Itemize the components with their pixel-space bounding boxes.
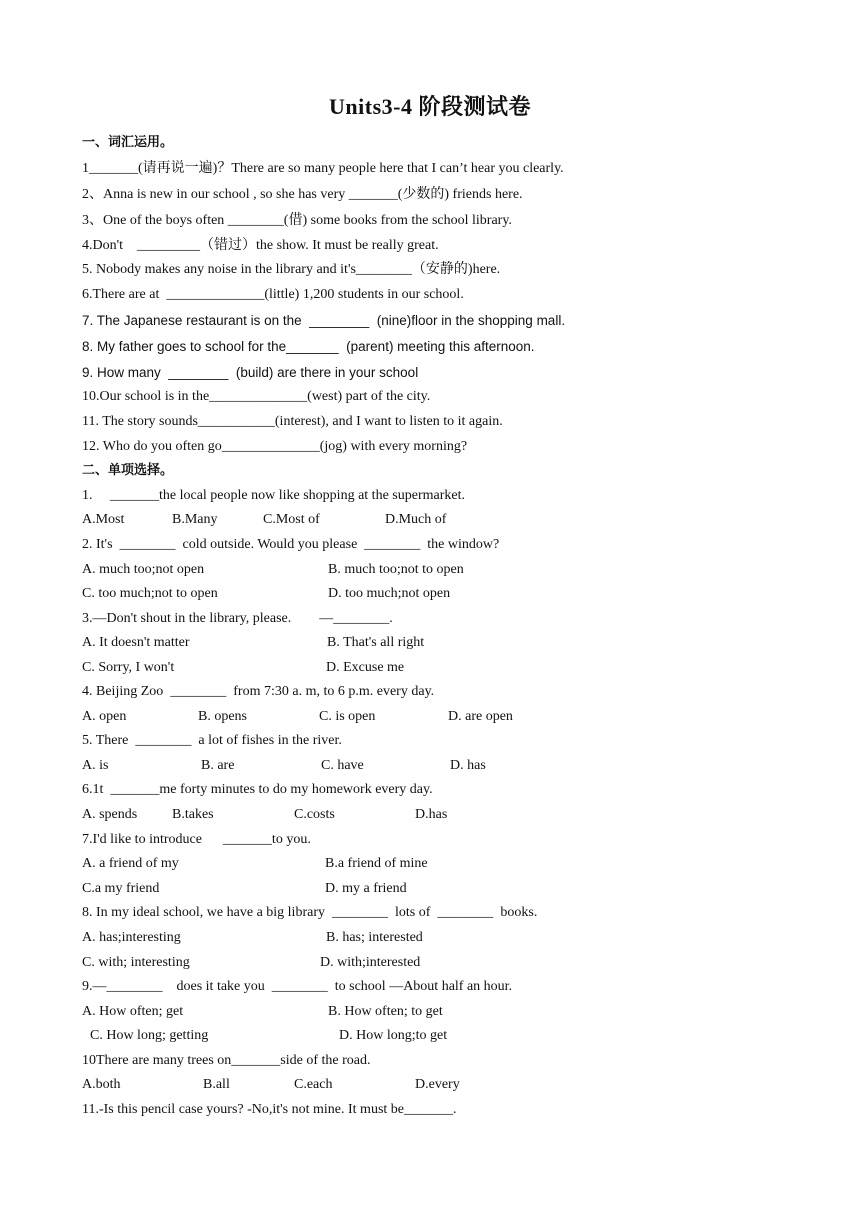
option-9b: B. How often; to get	[328, 1004, 443, 1019]
vocab-item-9: 9. How many ________ (build) are there in your school	[82, 365, 419, 380]
option-4a: A. open	[82, 709, 127, 724]
vocab-item-12: 12. Who do you often go______________(jog) with every morning?	[82, 439, 468, 454]
page-title: Units3-4 阶段测试卷	[329, 94, 531, 119]
option-5b: B. are	[201, 758, 235, 773]
option-2d: D. too much;not open	[328, 586, 451, 601]
vocab-item-11: 11. The story sounds___________(interest), and I want to listen to it again.	[82, 414, 503, 429]
option-9d: D. How long;to get	[339, 1028, 448, 1043]
option-4d: D. are open	[448, 709, 513, 724]
option-8d: D. with;interested	[320, 955, 421, 970]
question-1: 1. _______the local people now like shopping at the supermarket.	[82, 488, 465, 503]
vocab-item-10: 10.Our school is in the______________(west) part of the city.	[82, 389, 431, 404]
question-10: 10There are many trees on_______side of the road.	[82, 1053, 371, 1068]
option-4b: B. opens	[198, 709, 247, 724]
option-9c: C. How long; getting	[90, 1028, 209, 1043]
vocab-item-6: 6.There are at ______________(little) 1,200 students in our school.	[82, 287, 464, 302]
section-heading-choice: 二、单项选择。	[82, 463, 174, 478]
option-6c: C.costs	[294, 807, 335, 822]
option-9a: A. How often; get	[82, 1004, 184, 1019]
option-2c: C. too much;not to open	[82, 586, 218, 601]
option-5a: A. is	[82, 758, 109, 773]
question-8: 8. In my ideal school, we have a big library ________ lots of ________ books.	[82, 905, 538, 920]
option-3d: D. Excuse me	[326, 660, 405, 675]
question-6: 6.1t _______me forty minutes to do my homework every day.	[82, 782, 433, 797]
option-1a: A.Most	[82, 512, 125, 527]
option-5d: D. has	[450, 758, 486, 773]
option-10d: D.every	[415, 1077, 460, 1092]
option-2b: B. much too;not to open	[328, 562, 464, 577]
option-7b: B.a friend of mine	[325, 856, 428, 871]
option-8a: A. has;interesting	[82, 930, 181, 945]
vocab-item-7: 7. The Japanese restaurant is on the ________ (nine)floor in the shopping mall.	[82, 313, 566, 328]
option-3b: B. That's all right	[327, 635, 425, 650]
option-6b: B.takes	[172, 807, 214, 822]
question-7: 7.I'd like to introduce _______to you.	[82, 832, 311, 847]
question-4: 4. Beijing Zoo ________ from 7:30 a. m, to 6 p.m. every day.	[82, 684, 435, 699]
option-1d: D.Much of	[385, 512, 447, 527]
question-2: 2. It's ________ cold outside. Would you please ________ the window?	[82, 537, 500, 552]
vocab-item-8: 8. My father goes to school for the_______ (parent) meeting this afternoon.	[82, 339, 535, 354]
option-1c: C.Most of	[263, 512, 320, 527]
option-10c: C.each	[294, 1077, 333, 1092]
option-10b: B.all	[203, 1077, 230, 1092]
option-5c: C. have	[321, 758, 364, 773]
option-7c: C.a my friend	[82, 881, 160, 896]
option-3c: C. Sorry, I won't	[82, 660, 175, 675]
option-3a: A. It doesn't matter	[82, 635, 190, 650]
option-8c: C. with; interesting	[82, 955, 190, 970]
question-3: 3.—Don't shout in the library, please. —________.	[82, 611, 393, 626]
vocab-item-4: 4.Don't _________（错过）the show. It must be really great.	[82, 238, 439, 253]
question-5: 5. There ________ a lot of fishes in the river.	[82, 733, 342, 748]
option-6a: A. spends	[82, 807, 138, 822]
option-4c: C. is open	[319, 709, 376, 724]
vocab-item-1: 1_______(请再说一遍)？There are so many people here that I can’t hear you clearly.	[82, 161, 564, 176]
question-11: 11.-Is this pencil case yours? -No,it's not mine. It must be_______.	[82, 1102, 457, 1117]
vocab-item-5: 5. Nobody makes any noise in the library and it's________（安静的)here.	[82, 262, 501, 277]
option-10a: A.both	[82, 1077, 121, 1092]
question-9: 9.—________ does it take you ________ to school —About half an hour.	[82, 979, 513, 994]
vocab-item-3: 3、One of the boys often ________(借) some books from the school library.	[82, 213, 512, 228]
section-heading-vocabulary: 一、词汇运用。	[82, 135, 174, 150]
option-6d: D.has	[415, 807, 448, 822]
option-1b: B.Many	[172, 512, 218, 527]
option-7d: D. my a friend	[325, 881, 407, 896]
option-8b: B. has; interested	[326, 930, 423, 945]
option-2a: A. much too;not open	[82, 562, 205, 577]
vocab-item-2: 2、Anna is new in our school , so she has very _______(少数的) friends here.	[82, 187, 523, 202]
option-7a: A. a friend of my	[82, 856, 179, 871]
